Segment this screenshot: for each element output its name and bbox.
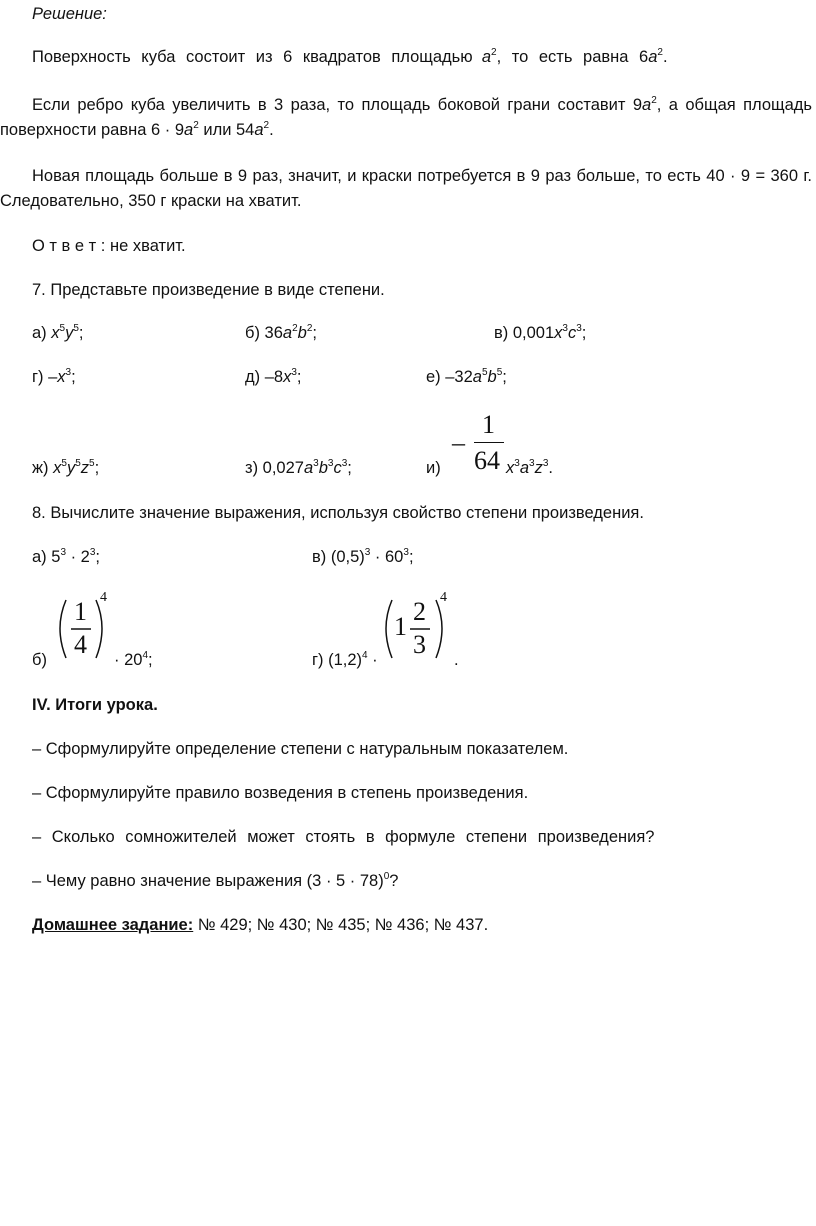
task8-item-g-power: 1 2 3 4	[380, 590, 454, 664]
task8-item-a: а) $5^3 \cdot 2^3$;	[32, 547, 100, 566]
task7-item-e: е) $-32a^5b^5$;	[426, 367, 507, 386]
task7-item-i-tail: $x^3a^3z^3$.	[506, 458, 553, 477]
answer-line: О т в е т : не хватит.	[32, 237, 186, 255]
fraction-bar	[474, 442, 504, 443]
task8-item-b-power: 1 4 4	[54, 590, 116, 664]
homework-line: Домашнее задание: № 429; № 430; № 435; № 436; № 437.	[32, 916, 489, 934]
solution-paragraph-3: Новая площадь больше в 9 раз, значит, и краски потребуется в 9 раз больше, то есть 40 · 9 = 360 г. Следовательно, 350 г краски на хватит.	[0, 167, 812, 210]
task8-item-v: в) $(0,5)^3 \cdot 60^3$;	[312, 547, 414, 566]
task7-item-d: д) $-8x^3$;	[245, 367, 302, 386]
task8-item-b-tail: · $20^4$;	[114, 650, 153, 669]
task7-item-zh: ж) $x^5y^5z^5$;	[32, 458, 100, 477]
task7-item-a: а) $x^5y^5$;	[32, 323, 84, 342]
task8-item-g-label: г) $(1,2)^4$ ·	[312, 650, 378, 669]
solution-paragraph-1: Поверхность куба состоит из 6 квадратов площадью $a^2$, то есть равна $6a^2$.	[32, 47, 668, 66]
task7-item-g: г) $-x^3$;	[32, 367, 76, 386]
task7-item-i-fraction: – 1 64	[452, 410, 508, 476]
task7-item-z: з) $0,027a^3b^3c^3$;	[245, 458, 352, 477]
summary-question-3: – Сколько сомножителей может стоять в формуле степени произведения?	[32, 828, 655, 846]
solution-heading: Решение:	[32, 5, 107, 23]
task7-item-i-label: и)	[426, 459, 441, 477]
task7-item-b: б) $36a^2b^2$;	[245, 323, 317, 342]
summary-question-1: – Сформулируйте определение степени с натуральным показателем.	[32, 740, 569, 758]
task8-item-g-end: .	[454, 651, 459, 669]
summary-title: IV. Итоги урока.	[32, 696, 158, 714]
solution-paragraph-2: Если ребро куба увеличить в 3 раза, то площадь боковой грани составит $9a^2$, а общая площадь поверхности равна $6 \cdot 9a^2$ или $54a^2$.	[0, 95, 812, 139]
task8-item-b-label: б)	[32, 651, 47, 669]
summary-question-4: – Чему равно значение выражения $(3 \cdot 5 \cdot 78)^0$?	[32, 871, 399, 890]
task8-title: 8. Вычислите значение выражения, используя свойство степени произведения.	[32, 504, 644, 522]
summary-question-2: – Сформулируйте правило возведения в степень произведения.	[32, 784, 529, 802]
task7-item-v: в) $0,001x^3c^3$;	[494, 323, 587, 342]
task7-title: 7. Представьте произведение в виде степени.	[32, 281, 385, 299]
